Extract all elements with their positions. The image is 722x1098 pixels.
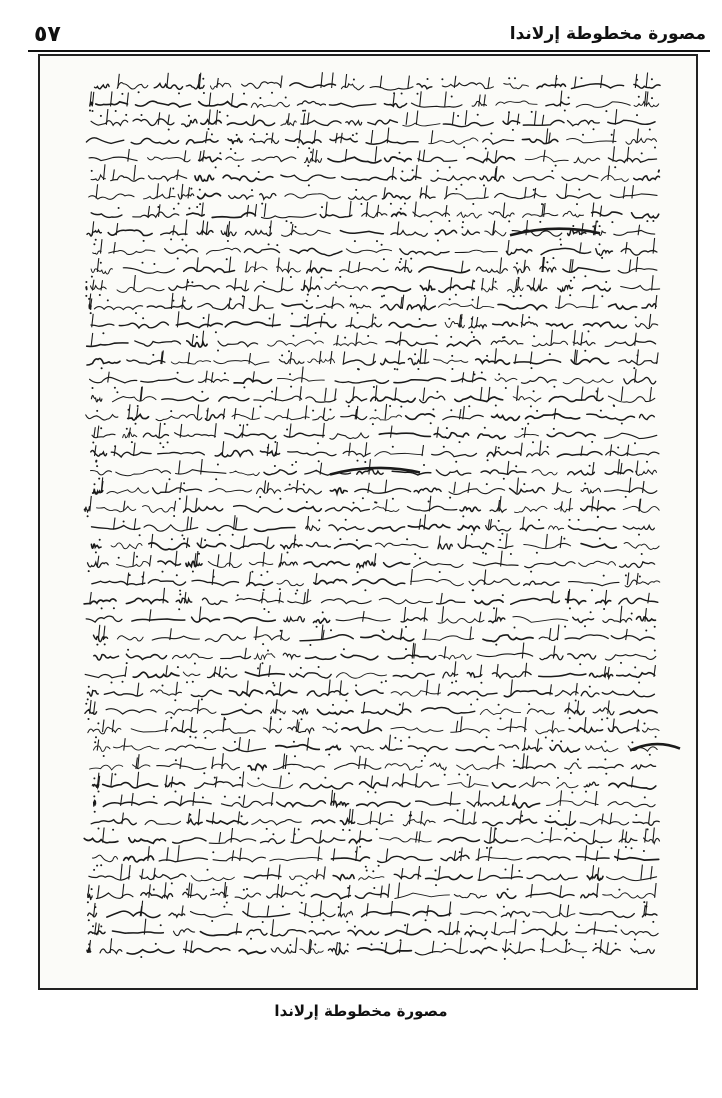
manuscript-line (87, 937, 654, 960)
manuscript-line (91, 201, 659, 224)
manuscript-line (90, 753, 656, 776)
manuscript-line (84, 496, 659, 519)
manuscript-line (88, 919, 658, 942)
manuscript-line (93, 477, 657, 499)
manuscript-line (85, 275, 659, 297)
manuscript-line (92, 569, 660, 592)
manuscript-image (38, 54, 698, 990)
manuscript-line (91, 385, 654, 407)
figure-caption: مصورة مخطوطة إرلاندا (274, 1002, 448, 1020)
manuscript-line (93, 735, 657, 758)
manuscript-line (88, 551, 655, 573)
manuscript-line (91, 164, 660, 186)
manuscript-line (84, 827, 659, 849)
page-header (28, 22, 710, 48)
manuscript-line (92, 423, 657, 445)
manuscript-line (92, 845, 658, 868)
manuscript-line (85, 699, 657, 720)
manuscript-line (94, 643, 656, 666)
handwritten-manuscript-icon (40, 56, 696, 988)
manuscript-line (94, 625, 655, 646)
manuscript-heading-stroke (510, 229, 600, 236)
manuscript-line (86, 128, 656, 150)
manuscript-line (92, 771, 656, 793)
header-rule (28, 50, 710, 52)
manuscript-line (95, 72, 661, 95)
manuscript-line (93, 790, 655, 813)
manuscript-line (88, 716, 659, 739)
manuscript-line (89, 864, 657, 886)
manuscript-line (91, 109, 655, 131)
manuscript-line (91, 441, 659, 463)
manuscript-line (87, 882, 656, 904)
manuscript-line (93, 238, 657, 260)
manuscript-line (92, 514, 655, 536)
running-title: مصورة مخطوطة إرلاندا (509, 24, 706, 44)
manuscript-line (85, 661, 655, 684)
manuscript-line (88, 293, 657, 315)
manuscript-line (86, 404, 655, 426)
manuscript-line (87, 679, 655, 701)
manuscript-line (89, 91, 659, 114)
manuscript-line (91, 809, 659, 831)
manuscript-line (88, 901, 657, 924)
manuscript-line (90, 367, 656, 389)
manuscript-line (87, 348, 658, 370)
manuscript-line (89, 146, 656, 168)
manuscript-line (84, 588, 658, 610)
manuscript-line (87, 220, 655, 243)
manuscript-line (91, 257, 657, 279)
manuscript-line (89, 183, 657, 205)
manuscript-line (91, 459, 657, 480)
manuscript-line (91, 311, 658, 334)
page-number: ٥٧ (34, 22, 61, 47)
manuscript-line (87, 330, 656, 352)
